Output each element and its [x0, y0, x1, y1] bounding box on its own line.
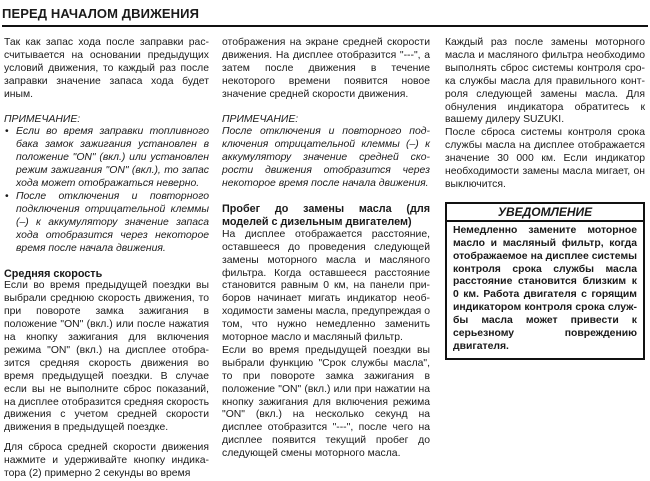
notice-body: Немедленно замените моторное масло и масляный фильтр, когда отображаемое на дисплее системы контроля срока службы масла расстояние становится близким к 0 км. Работа двигателя с горящим индикатором контроля срока службы масла может привести к серьезному повреждению двигателя.: [453, 224, 637, 352]
oil-life-heading: Пробег до замены масла (для моделей с дизельным двигателем): [222, 202, 430, 228]
note-item: • После отключения и повторного подключения отрицательной клеммы (–) к аккумулятору значение запаса хода отобразится через некоторое время после начала движения.: [4, 191, 209, 256]
notice-title: УВЕДОМЛЕНИЕ: [447, 204, 643, 222]
note-label: ПРИМЕЧАНИЕ:: [4, 113, 81, 125]
notice-box: [445, 202, 645, 360]
note-item: • Если во время заправки топливного бака замок зажигания установлен в положение "ON" (вкл.) или установлен режим зажигания "ON" (вкл.), то запас хода может отображаться неверно.: [4, 126, 209, 191]
range-intro-paragraph: Так как запас хода после заправки рассчитывается на основании предыдущих условий движения, то каждый раз после заправки значение запаса хода будет иным.: [4, 37, 209, 100]
avg-speed-continued-paragraph: отображения на экране средней скорости движения. На дисплее отобразится "---", а затем после движения в течение некоторого времени появится новое значение средней скорости движения.: [222, 37, 430, 100]
note-text: После отключения и повторного подключения отрицательной клеммы (–) к аккумулятору значение средней скорости движения отобразится через некоторое время после начала движения.: [222, 126, 430, 190]
avg-speed-heading: Средняя скорость: [4, 267, 103, 280]
avg-speed-reset-paragraph: Для сброса средней скорости движения нажмите и удерживайте кнопку индикатора (2) примерно 2 секунды во время: [4, 442, 209, 480]
oil-life-paragraph: На дисплее отображается расстояние, оставшееся до проведения следующей замены моторного масла и масляного фильтра. Когда оставшееся расстояние становится равным 0 км, на панели приборов начинает мигать индикатор необходимости замены масла, предупреждая о том, что нужно немедленно заменить моторное масло и масляный фильтр.: [222, 228, 430, 344]
title-divider: [2, 25, 648, 27]
oil-after-reset-paragraph: После сброса системы контроля срока службы масла на дисплее отображается значение 30 000 км. Если индикатор необходимости замены масла мигает, он выключится.: [445, 127, 645, 190]
avg-speed-paragraph: Если во время предыдущей поездки вы выбрали среднюю скорость движения, то при повороте замка зажигания в положение "ON" (вкл.) или после нажатия на кнопку зажигания для включения режима "ON" (вкл.) на дисплее отобразится средняя скорость движения во время предыдущей поездки. В случае если вы не выполните сброс показаний, на дисплее отобразится средняя скорость движения с учетом средней скорости движения в предыдущей поездке.: [4, 280, 209, 434]
column-right: [445, 37, 645, 360]
page-title: ПЕРЕД НАЧАЛОМ ДВИЖЕНИЯ: [2, 6, 200, 21]
note-list: [4, 126, 209, 255]
oil-reset-paragraph: Каждый раз после замены моторного масла и масляного фильтра необходимо выполнять сброс системы контроля срока службы масла для правильного контроля следующей замены масла. Для обнуления индикатора обратитесь к вашему дилеру SUZUKI.: [445, 37, 645, 126]
column-left: [4, 37, 209, 481]
column-middle: [222, 37, 430, 461]
oil-life-display-paragraph: Если во время предыдущей поездки вы выбрали функцию "Срок службы масла", то при повороте замка зажигания в положение "ON" (вкл.) или при нажатии на кнопку зажигания для включения режима "ON" (вкл.) на несколько секунд на дисплее отобразится "---", после чего на дисплее появится текущий пробег до следующей смены моторного масла.: [222, 344, 430, 460]
note-label: ПРИМЕЧАНИЕ:: [222, 113, 299, 125]
